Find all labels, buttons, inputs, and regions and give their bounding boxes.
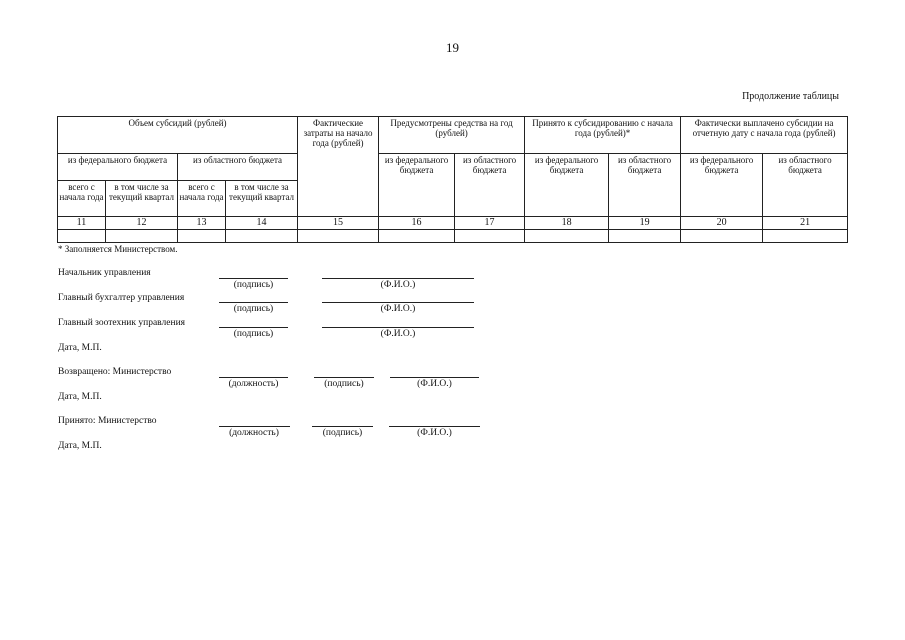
date-seal: Дата, М.П. [58,441,102,451]
footnote: * Заполняется Министерством. [58,244,178,254]
column-number: 17 [455,217,525,230]
table-cell [178,230,226,243]
signature-line [314,377,374,378]
header-accepted-federal: из федерального бюджета [525,154,609,217]
name-line [322,327,474,328]
signature-line [312,426,373,427]
header-actually-paid: Фактически выплачено субсидии на отчетную дату с начала года (рублей) [681,117,848,154]
position-line [219,377,288,378]
signature-line [219,302,288,303]
position-caption: (должность) [228,379,279,389]
name-line [322,278,474,279]
header-provided-funds: Предусмотрены средства на год (рублей) [379,117,525,154]
name-caption: (Ф.И.О.) [380,329,416,339]
name-caption: (Ф.И.О.) [417,428,452,438]
header-subsidy-volume: Объем субсидий (рублей) [58,117,298,154]
table-cell [298,230,379,243]
header-federal-total: всего с начала года [58,181,106,217]
column-number: 20 [681,217,763,230]
header-federal-budget: из федерального бюджета [58,154,178,181]
header-paid-regional: из областного бюджета [763,154,848,217]
label-chief-accountant: Главный бухгалтер управления [58,293,185,303]
header-paid-federal: из федерального бюджета [681,154,763,217]
label-chief-zootechnician: Главный зоотехник управления [58,318,186,328]
table-cell [226,230,298,243]
column-number: 13 [178,217,226,230]
signature-caption: (подпись) [324,379,364,389]
table-cell [525,230,609,243]
page-number: 19 [446,40,459,55]
label-accepted: Принято: Министерство [58,416,157,426]
column-number: 14 [226,217,298,230]
table-cell [379,230,455,243]
header-accepted-for-subsidy: Принято к субсидированию с начала года (рублей)* [525,117,681,154]
label-returned: Возвращено: Министерство [58,367,172,377]
header-actual-costs: Фактические затраты на начало года (рублей) [298,117,379,217]
signature-caption: (подпись) [233,280,274,290]
name-caption: (Ф.И.О.) [380,304,416,314]
name-caption: (Ф.И.О.) [380,280,416,290]
table-cell [681,230,763,243]
column-number: 21 [763,217,848,230]
position-line [219,426,290,427]
table-cell [58,230,106,243]
column-number: 18 [525,217,609,230]
header-regional-budget: из областного бюджета [178,154,298,181]
signature-caption: (подпись) [233,329,274,339]
table-cell [609,230,681,243]
signature-caption: (подпись) [233,304,274,314]
continuation-note: Продолжение таблицы [742,91,839,102]
column-number: 16 [379,217,455,230]
name-line [390,377,479,378]
subsidy-table [57,116,848,243]
header-federal-quarter: в том числе за текущий квартал [106,181,178,217]
label-head-of-department: Начальник управления [58,268,151,278]
header-provided-federal: из федерального бюджета [379,154,455,217]
position-caption: (должность) [229,428,279,438]
empty-data-row [58,230,848,243]
column-number: 11 [58,217,106,230]
header-accepted-regional: из областного бюджета [609,154,681,217]
signature-line [219,278,288,279]
table-cell [106,230,178,243]
name-line [389,426,480,427]
header-provided-regional: из областного бюджета [455,154,525,217]
signature-line [219,327,288,328]
table-cell [455,230,525,243]
header-regional-total: всего с начала года [178,181,226,217]
table-cell [763,230,848,243]
header-regional-quarter: в том числе за текущий квартал [226,181,298,217]
name-caption: (Ф.И.О.) [417,379,452,389]
date-seal: Дата, М.П. [58,392,102,402]
column-number: 12 [106,217,178,230]
name-line [322,302,474,303]
signature-caption: (подпись) [322,428,363,438]
column-number: 15 [298,217,379,230]
column-number: 19 [609,217,681,230]
date-seal: Дата, М.П. [58,343,102,353]
